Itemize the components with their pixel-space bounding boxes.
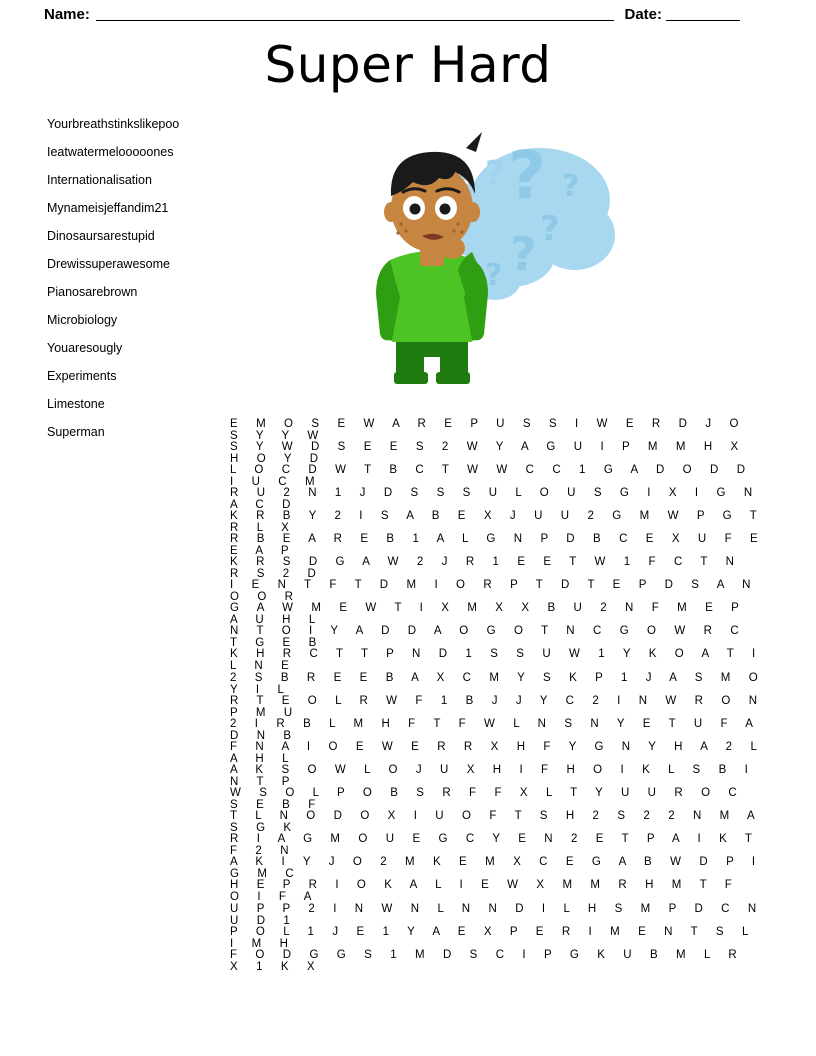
grid-row-letters: W S O L P O B S R F F X L T Y U U R O C S E B F bbox=[230, 787, 745, 812]
grid-row-letters: L O C D W T B C T W W C C 1 G A D O D D I U C M bbox=[230, 463, 753, 488]
grid-row-letters: F N A I O E W E R R X H F Y G N Y H A 2 L A H L bbox=[230, 740, 765, 765]
list-item: Youaresougly bbox=[47, 341, 123, 355]
grid-row-letters: F O D G G S 1 M D S C I P G K U B M L R X 1 K X bbox=[230, 948, 745, 973]
svg-text:?: ? bbox=[508, 137, 547, 214]
grid-row bbox=[230, 788, 766, 811]
word-list bbox=[47, 110, 222, 446]
list-item: Dinosaursarestupid bbox=[47, 229, 155, 243]
grid-row-letters: R I A G M O U E G C Y E N 2 E T P A I K T F 2 N bbox=[230, 833, 760, 858]
grid-row-letters: 2 I R B L M H F T F W L N S N Y E T U F A D N B bbox=[230, 717, 760, 742]
word-search-grid[interactable] bbox=[230, 418, 766, 972]
grid-row-letters: G A W M E W T I X M X X B U 2 N F M E P A U H L bbox=[230, 602, 747, 627]
grid-row bbox=[230, 533, 766, 556]
grid-row-letters: E M O S E W A R E P U S S I W E R D J O S Y Y W bbox=[230, 417, 747, 442]
grid-row bbox=[230, 764, 766, 787]
list-item: Pianosarebrown bbox=[47, 285, 138, 299]
grid-row bbox=[230, 718, 766, 741]
list-item: Mynameisjeffandim21 bbox=[47, 201, 169, 215]
svg-text:?: ? bbox=[540, 209, 560, 249]
grid-row bbox=[230, 487, 766, 510]
list-item: Superman bbox=[47, 425, 105, 439]
grid-row-letters: 2 S B R E E B A X C M Y S K P 1 J A S M O Y I L bbox=[230, 671, 766, 696]
grid-row bbox=[230, 741, 766, 764]
grid-row-letters: K R B Y 2 I S A B E X J U U 2 G M W P G T R L X bbox=[230, 509, 765, 534]
svg-text:?: ? bbox=[510, 227, 537, 281]
grid-row-letters: I E N T F T D M I O R P T D T E P D S A N O O R bbox=[230, 579, 759, 604]
grid-row-letters: R B E A R E B 1 A L G N P D B C E X U F E E A P bbox=[230, 533, 766, 558]
grid-row-letters: K R S D G A W 2 J R 1 E E T W 1 F C T N R S 2 D bbox=[230, 556, 742, 581]
date-label: Date: bbox=[624, 5, 662, 23]
grid-row-letters: A K I Y J O 2 M K E M X C E G A B W D P I G M C bbox=[230, 856, 763, 881]
svg-text:?: ? bbox=[562, 169, 580, 204]
grid-row-letters: R U 2 N 1 J D S S S U L O U S G I X I G N A C D bbox=[230, 486, 760, 511]
grid-row bbox=[230, 580, 766, 603]
list-item: Microbiology bbox=[47, 313, 118, 327]
list-item: Yourbreathstinkslikepoo bbox=[47, 117, 180, 131]
grid-row-letters: P O L 1 J E 1 Y A E X P E R I M E N T S L I M H bbox=[230, 925, 756, 950]
list-item: Experiments bbox=[47, 369, 117, 383]
grid-row bbox=[230, 510, 766, 533]
grid-row bbox=[230, 834, 766, 857]
grid-row-letters: S Y W D S E E S 2 W Y A G U I P M M H X H O Y D bbox=[230, 440, 746, 465]
name-label: Name: bbox=[44, 5, 90, 23]
name-write-line[interactable] bbox=[96, 7, 615, 21]
grid-row bbox=[230, 672, 766, 695]
grid-row bbox=[230, 949, 766, 972]
grid-row bbox=[230, 649, 766, 672]
worksheet-header bbox=[0, 0, 816, 28]
svg-text:?: ? bbox=[485, 258, 503, 293]
grid-row bbox=[230, 903, 766, 926]
list-item: Drewissuperawesome bbox=[47, 257, 170, 271]
grid-row-letters: T L N O D O X I U O F T S H 2 S 2 2 N M A S G K bbox=[230, 810, 762, 835]
thinking-boy-illustration bbox=[370, 120, 640, 395]
grid-row-letters: A K S O W L O J U X H I F H O I K L S B I N T P bbox=[230, 763, 756, 788]
grid-row-letters: K H R C T T P N D 1 S S U W 1 Y K O A T I L N E bbox=[230, 648, 763, 673]
grid-row bbox=[230, 880, 766, 903]
list-item: Limestone bbox=[47, 397, 105, 411]
svg-text:?: ? bbox=[485, 154, 505, 194]
grid-row-letters: U P P 2 I N W N L N N D I L H S M P D C N U D 1 bbox=[230, 902, 764, 927]
boy-figure-icon bbox=[376, 132, 488, 384]
grid-row bbox=[230, 811, 766, 834]
grid-row bbox=[230, 441, 766, 464]
list-item: Internationalisation bbox=[47, 173, 152, 187]
grid-row bbox=[230, 603, 766, 626]
date-write-line[interactable] bbox=[666, 7, 740, 21]
grid-row bbox=[230, 557, 766, 580]
grid-row-letters: N T O I Y A D D A O G O T N C G O W R C T G E B bbox=[230, 625, 747, 650]
grid-row bbox=[230, 626, 766, 649]
grid-row-letters: R T E O L R W F 1 B J J Y C 2 I N W R O N P M U bbox=[230, 694, 765, 719]
grid-row bbox=[230, 695, 766, 718]
grid-row-letters: H E P R I O K A L I E W X M M R H M T F O I F A bbox=[230, 879, 740, 904]
grid-row bbox=[230, 857, 766, 880]
grid-row bbox=[230, 418, 766, 441]
page-title: Super Hard bbox=[264, 36, 552, 94]
list-item: Ieatwatermelooooones bbox=[47, 145, 174, 159]
grid-row bbox=[230, 464, 766, 487]
grid-row bbox=[230, 926, 766, 949]
